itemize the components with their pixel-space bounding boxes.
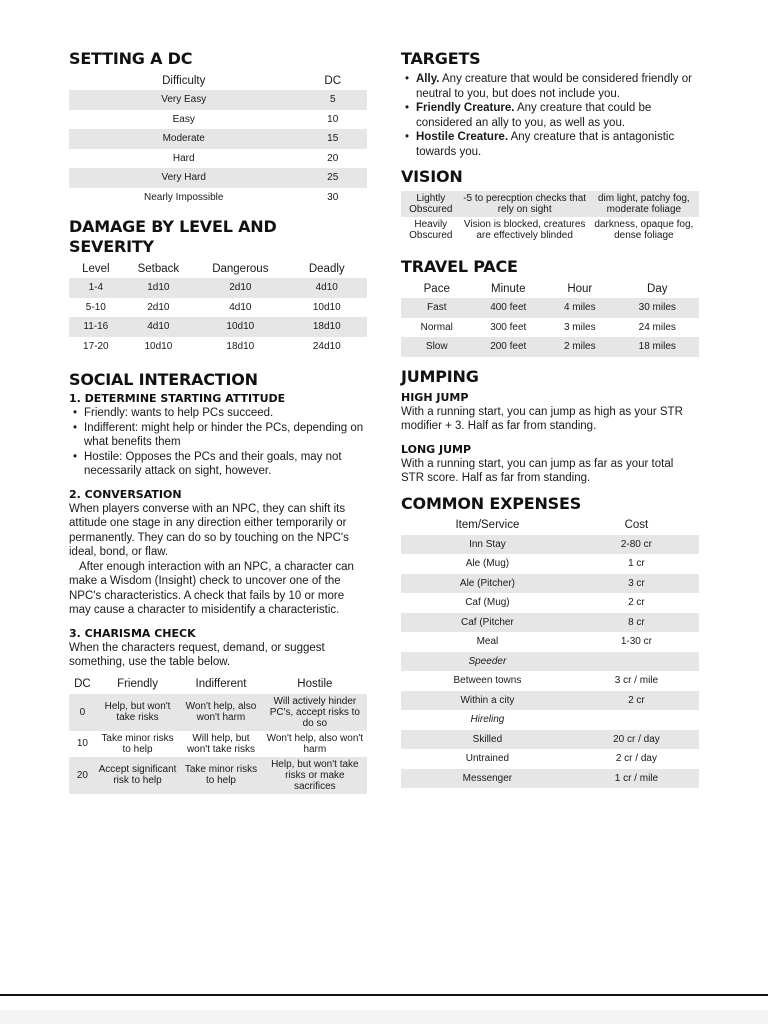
step3-paragraph: When the characters request, demand, or suggest something, use the table below.	[69, 641, 325, 668]
table-row	[401, 191, 699, 217]
left-column	[69, 44, 367, 794]
table-header: Day	[647, 282, 668, 295]
table-cell: 4d10	[229, 301, 252, 313]
table-cell: 10	[327, 113, 339, 125]
table-row	[401, 769, 699, 789]
table-header: Deadly	[308, 262, 345, 275]
table-cell: Nearly Impossible	[143, 191, 224, 203]
table-cell: Won't help, also won't harm	[266, 732, 364, 755]
list-item: • Hostile: Opposes the PCs and their goals, may not necessarily attack on sight, however.	[69, 450, 367, 479]
table-cell: Slow	[401, 337, 473, 357]
table-row	[69, 129, 367, 149]
table-row	[69, 317, 367, 337]
table-row	[69, 731, 367, 757]
setting-dc-table	[69, 71, 367, 207]
table-row	[401, 574, 699, 594]
table-cell: 2 cr	[628, 597, 645, 609]
table-row	[401, 217, 699, 243]
table-cell: 3 cr	[574, 574, 699, 594]
high-jump-title: HIGH JUMP	[401, 390, 469, 404]
table-cell: 3 miles	[563, 321, 596, 333]
table-cell: 400 feet	[473, 298, 545, 318]
page-bottom-rule	[0, 994, 768, 996]
table-cell: 5-10	[85, 301, 106, 313]
social-interaction-title: SOCIAL INTERACTION	[69, 370, 258, 389]
table-row	[401, 730, 699, 750]
damage-title: DAMAGE BY LEVEL AND SEVERITY	[69, 217, 277, 256]
table-cell: 300 feet	[490, 321, 527, 333]
table-cell: 8 cr	[574, 613, 699, 633]
table-row	[69, 90, 367, 110]
expenses-table	[401, 516, 699, 789]
target-term: Ally.	[416, 73, 440, 85]
table-cell: 30	[327, 191, 339, 203]
table-cell: 2 miles	[544, 337, 616, 357]
table-cell: 10	[76, 738, 88, 749]
table-cell: Inn Stay	[401, 535, 574, 555]
table-cell: 18 miles	[616, 337, 699, 357]
jumping-title: JUMPING	[401, 366, 479, 386]
table-header: Friendly	[117, 678, 158, 690]
table-row	[69, 298, 367, 318]
table-cell	[574, 652, 699, 672]
table-cell: 4d10	[287, 278, 367, 298]
table-row	[401, 613, 699, 633]
table-cell: Very Hard	[69, 168, 298, 188]
target-text: Any creature that is antagonistic towards you.	[416, 131, 675, 158]
target-text: Any creature that could be considered an ally to you, as well as you.	[416, 102, 652, 129]
table-cell: Fast	[401, 298, 473, 318]
damage-table	[69, 259, 367, 356]
table-cell: Caf (Mug)	[465, 597, 510, 609]
table-cell: 2d10	[194, 278, 286, 298]
table-cell: Will actively hinder PC's, accept risks to do so	[263, 694, 367, 731]
table-header: Cost	[624, 519, 649, 531]
table-cell: Will help, but won't take risks	[186, 732, 255, 755]
table-header: Indifferent	[195, 678, 247, 690]
table-row	[401, 318, 699, 338]
table-cell: 30 miles	[616, 298, 699, 318]
table-cell: Between towns	[453, 675, 522, 687]
step2-paragraph: After enough interaction with an NPC, a character can make a Wisdom (Insight) check to uncover one of the NPC's characteristics. A check that fails by 10 or more may cause a character to misidentify a characteristic.	[69, 560, 354, 616]
table-row	[69, 168, 367, 188]
table-row	[401, 535, 699, 555]
table-row	[69, 110, 367, 130]
table-cell: 2d10	[147, 301, 170, 313]
list-item: • Indifferent: might help or hinder the PCs, depending on what benefits them	[69, 421, 367, 450]
table-cell: 18d10	[226, 340, 255, 352]
step2-title: 2. CONVERSATION	[69, 487, 182, 501]
targets-title: TARGETS	[401, 49, 481, 68]
table-cell: 2-80 cr	[574, 535, 699, 555]
table-header: Dangerous	[212, 262, 269, 275]
table-cell: 1-30 cr	[620, 636, 652, 648]
table-row	[401, 554, 699, 574]
table-cell: 24d10	[312, 340, 341, 352]
table-cell: Help, but won't take risks	[96, 694, 179, 731]
table-header: Pace	[423, 282, 450, 295]
long-jump-title: LONG JUMP	[401, 442, 472, 456]
table-cell: Meal	[476, 636, 499, 648]
table-row	[401, 691, 699, 711]
table-cell: dim light, patchy fog, moderate foliage	[589, 191, 699, 217]
table-cell: Skilled	[401, 730, 574, 750]
table-cell: Take minor risks to help	[101, 732, 174, 755]
table-cell: 20 cr / day	[574, 730, 699, 750]
table-cell: 2 cr / day	[615, 753, 657, 765]
target-term: Hostile Creature.	[416, 131, 509, 143]
table-row	[401, 632, 699, 652]
table-cell: darkness, opaque fog, dense foliage	[594, 219, 694, 241]
common-expenses-title: COMMON EXPENSES	[401, 493, 582, 513]
table-cell: Normal	[420, 321, 453, 333]
table-cell: Within a city	[401, 691, 574, 711]
table-cell: 25	[298, 168, 367, 188]
table-header: DC	[324, 74, 342, 87]
setting-dc-title: SETTING A DC	[69, 49, 193, 68]
table-cell: Moderate	[69, 129, 298, 149]
table-cell	[574, 710, 699, 730]
table-cell: 200 feet	[473, 337, 545, 357]
table-cell: Vision is blocked, creatures are effectively blinded	[463, 219, 586, 241]
table-row	[401, 749, 699, 769]
table-subheading: Hireling	[470, 714, 505, 726]
table-row	[401, 671, 699, 691]
table-cell: Won't help, also won't harm	[179, 694, 262, 731]
table-cell: Help, but won't take risks or make sacrifices	[263, 757, 367, 794]
table-header: Setback	[137, 262, 180, 275]
table-cell: 1 cr	[628, 558, 645, 570]
table-cell: 1-4	[69, 278, 123, 298]
target-term: Friendly Creature.	[416, 102, 515, 114]
table-header: Level	[82, 262, 110, 275]
table-row	[69, 757, 367, 794]
table-cell: Take minor risks to help	[179, 757, 262, 794]
table-row	[69, 188, 367, 208]
table-cell: 10d10	[312, 301, 341, 313]
step3-title: 3. CHARISMA CHECK	[69, 626, 196, 640]
table-header: Hour	[567, 282, 593, 295]
table-cell: Easy	[172, 113, 195, 125]
table-cell: 17-20	[83, 340, 109, 352]
table-row	[401, 652, 699, 672]
table-cell: Messenger	[401, 769, 574, 789]
table-cell: 1d10	[123, 278, 195, 298]
vision-title: VISION	[401, 167, 463, 186]
table-cell: 20	[327, 152, 339, 164]
table-cell: 10d10	[144, 340, 173, 352]
table-cell: 1 cr / mile	[574, 769, 699, 789]
table-cell: Accept significant risk to help	[96, 757, 179, 794]
step2-paragraph: When players converse with an NPC, they can shift its attitude one stage in any direction either temporarily or permanently. They can do so by touching on the NPC's ideal, bond, or flaw.	[69, 502, 349, 558]
attitude-list	[69, 406, 367, 479]
table-cell: 2 cr	[574, 691, 699, 711]
table-row	[401, 298, 699, 318]
charisma-check-table	[69, 675, 367, 794]
table-cell: 24 miles	[638, 321, 676, 333]
table-header: DC	[74, 678, 91, 690]
high-jump-text: With a running start, you can jump as high as your STR modifier + 3. Half as far from standing.	[401, 405, 683, 432]
table-subheading: Speeder	[401, 652, 574, 672]
table-cell: Caf (Pitcher	[401, 613, 574, 633]
list-item	[401, 72, 699, 101]
table-cell: 4 miles	[544, 298, 616, 318]
right-column	[401, 44, 699, 788]
list-item: • Friendly: wants to help PCs succeed.	[69, 406, 367, 421]
table-row	[401, 710, 699, 730]
vision-table	[401, 191, 699, 243]
table-row	[401, 337, 699, 357]
table-cell: Lightly Obscured	[401, 191, 461, 217]
table-cell: 5	[298, 90, 367, 110]
table-cell: 0	[69, 694, 96, 731]
table-header: Minute	[491, 282, 526, 295]
table-row	[69, 149, 367, 169]
table-cell: -5 to perecption checks that rely on sight	[461, 191, 589, 217]
table-row	[69, 278, 367, 298]
table-cell: Ale (Mug)	[465, 558, 510, 570]
table-row	[401, 593, 699, 613]
table-cell: 11-16	[69, 317, 123, 337]
list-item	[401, 101, 699, 130]
step1-title: 1. DETERMINE STARTING ATTITUDE	[69, 392, 286, 405]
table-cell: 4d10	[123, 317, 195, 337]
table-cell: Hard	[172, 152, 195, 164]
long-jump-text: With a running start, you can jump as far as your total STR score. Half as far from standing.	[401, 457, 674, 484]
table-cell: 18d10	[287, 317, 367, 337]
table-cell: Ale (Pitcher)	[401, 574, 574, 594]
table-row	[69, 694, 367, 731]
targets-list	[401, 72, 699, 159]
table-cell: Untrained	[465, 753, 510, 765]
target-text: Any creature that would be considered friendly or neutral to you, but does not include you.	[416, 73, 692, 100]
table-cell: Heavily Obscured	[409, 219, 453, 241]
table-cell: 3 cr / mile	[614, 675, 659, 687]
table-cell: 10d10	[194, 317, 286, 337]
table-cell: Very Easy	[69, 90, 298, 110]
table-header: Difficulty	[162, 74, 206, 87]
table-row	[69, 337, 367, 357]
table-cell: 20	[69, 757, 96, 794]
table-cell: 15	[298, 129, 367, 149]
table-header: Hostile	[297, 678, 333, 690]
table-header: Item/Service	[455, 519, 520, 531]
travel-pace-table	[401, 279, 699, 357]
travel-pace-title: TRAVEL PACE	[401, 257, 518, 276]
page-bottom-strip	[0, 1010, 768, 1024]
list-item	[401, 130, 699, 159]
